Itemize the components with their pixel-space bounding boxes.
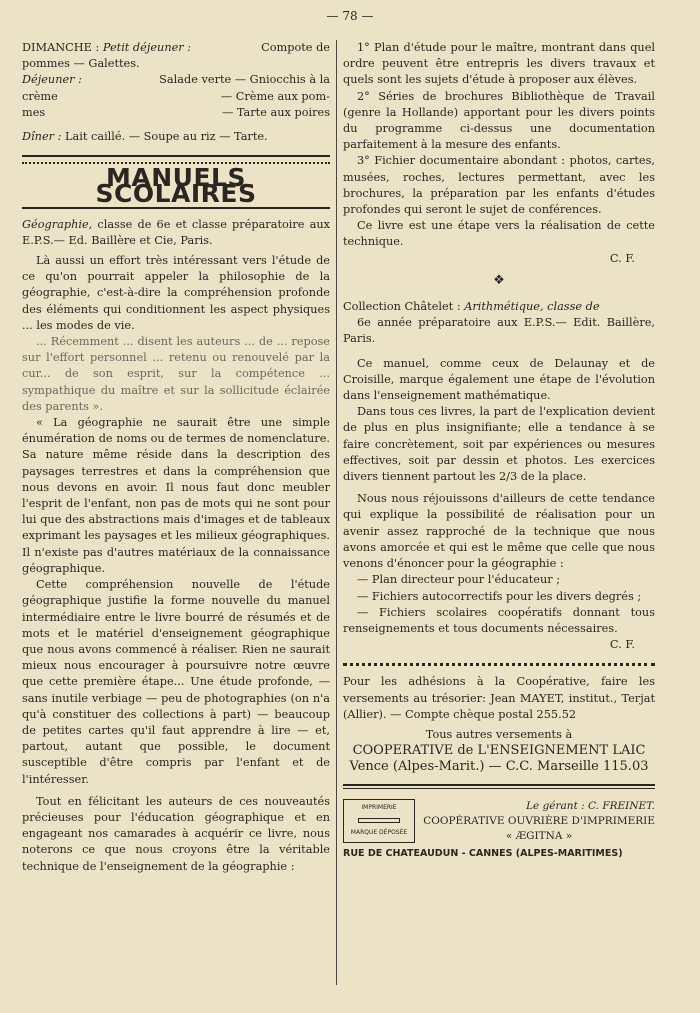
menu-line-5 <box>22 105 330 121</box>
dejeuner-text: Salade verte — Gniocchis à la <box>159 73 330 87</box>
collection-name: Collection Châtelet : <box>343 300 465 314</box>
dejeuner-mes: mes <box>22 105 46 119</box>
manager: Le gérant : C. FREINET. <box>526 799 655 812</box>
right-column <box>343 40 655 862</box>
column-divider <box>336 40 337 985</box>
menu-line-1 <box>22 40 330 56</box>
membership-note: Pour les adhésions à la Coopérative, faire les versements au trésorier: Jean MAYET, institut., Terjat (Allier). — Compte chèque postal 255.52 <box>343 675 655 721</box>
printer-logo <box>343 799 415 843</box>
menu-line-2: pommes — Galettes. <box>22 57 140 71</box>
book-reference <box>22 217 330 249</box>
paragraph: Dans tous ces livres, la part de l'explication devient de plus en plus insignifiante; elle a tendance à se faire concrètement, soit par expériences ou mesures effectives, soit par dessin et photos. Les exercices divers tiennent partout les 2/3 de la place. <box>343 405 655 484</box>
paragraph: 2° Séries de brochures Bibliothèque de Travail (genre la Hollande) apportant pour les divers points du programme ci-dessus une documentation parfaitement à la mesure des enfants. <box>343 89 655 152</box>
coop-address: Vence (Alpes-Marit.) — C.C. Marseille 115.03 <box>349 759 649 775</box>
printer-name: COOPÉRATIVE OUVRIÈRE D'IMPRIMERIE <box>423 814 655 827</box>
dimanche-label: DIMANCHE : <box>22 41 100 54</box>
dotted-separator <box>343 663 655 666</box>
paragraph: Ce manuel, comme ceux de Delaunay et de Croisille, marque également une étape de l'évolution dans l'enseignement mathématique. <box>343 356 655 403</box>
diner-label: Dîner : <box>22 130 62 144</box>
petit-dej-label: Petit déjeuner : <box>102 41 192 54</box>
logo-bottom-text: MARQUE DÉPOSÉE <box>350 829 408 837</box>
paragraph: Ce livre est une étape vers la réalisation de cette technique. <box>343 219 655 249</box>
ornament-icon: ❖ <box>493 272 505 288</box>
petit-dej-text: Compote de <box>261 41 330 54</box>
collection-reference <box>343 299 655 315</box>
page-number: — 78 — <box>326 9 374 23</box>
signature: C. F. <box>609 251 635 265</box>
imprint-text <box>423 799 655 844</box>
list-item: — Fichiers scolaires coopératifs donnant tous renseignements et tous documents nécessaires. <box>343 605 655 635</box>
collection-details: 6e année préparatoire aux E.P.S.— Edit. Baillère, Paris. <box>343 316 655 346</box>
printer-brand: « ÆGITNA » <box>505 829 573 842</box>
section-header <box>22 155 330 208</box>
printer-address: RUE DE CHATEAUDUN - CANNES (ALPES-MARITIMES) <box>343 847 623 859</box>
paragraph: Là aussi un effort très intéressant vers l'étude de ce qu'on pourrait appeler la philosophie de la géographie, c'est-à-dire la compréhension profonde des éléments qui conditionnent les aspect physiques ... les modes de vie. <box>22 254 330 332</box>
menu-line-4 <box>22 89 330 105</box>
dejeuner-creme: crème <box>22 89 58 103</box>
book-title: Géographie, <box>22 217 93 231</box>
paragraph: Nous nous réjouissons d'ailleurs de cette tendance qui explique la possibilité de réalisation pour un avenir assez rapproché de la technique que nous avons amorcée et qui est le même que celle que nous venons d'énoncer pour la géographie : <box>343 492 655 571</box>
footer-rule <box>343 784 655 789</box>
book-details: classe de 6e et classe préparatoire aux E.P.S.— Ed. Baillère et Cie, Paris. <box>22 217 330 247</box>
dejeuner-label: Déjeuner : <box>22 73 82 87</box>
diner-text: Lait caillé. — Soupe au riz — Tarte. <box>65 130 268 144</box>
dejeuner-pom: — Crème aux pom- <box>220 89 330 103</box>
paragraph: 1° Plan d'étude pour le maître, montrant dans quel ordre peuvent être entrepris les divers travaux et quels sont les sujets d'étude à proposer aux élèves. <box>343 41 655 87</box>
imprint <box>343 799 655 844</box>
list-item: — Plan directeur pour l'éducateur ; <box>357 573 561 587</box>
list-item: — Fichiers autocorrectifs pour les divers degrés ; <box>357 589 642 603</box>
paragraph: Cette compréhension nouvelle de l'étude géographique justifie la forme nouvelle du manuel intermédiaire entre le livre bourré de résumés et de mots et le matériel d'enseignement géographique que nous avons commencé à réaliser. Rien ne saurait mieux nous encourager à poursuivre notre œuvre que cette première étape... Une étude profonde, — sans inutile verbiage — peu de photographies (on n'a qu'à constituer des collections à part) — beaucoup de petites cartes qu'il faut apprendre à lire — et, partout, autant que possible, le document susceptible d'être compris par l'enfant et de l'intéresser. <box>22 578 330 786</box>
logo-top-text: IMPRIMERIE <box>361 803 397 811</box>
left-column <box>22 40 330 875</box>
other-payments: Tous autres versements à <box>425 727 573 741</box>
coop-name: COOPERATIVE de L'ENSEIGNEMENT LAIC <box>352 743 646 759</box>
collection-title: Arithmétique, classe de <box>464 300 600 314</box>
menu-line-3 <box>22 72 330 88</box>
paragraph: Tout en félicitant les auteurs de ces nouveautés précieuses pour l'éducation géographique et en engageant nos camarades à acquérir ce livre, nous noterons ce que nous croyons être la véritable technique de l'enseignement de la géographie : <box>22 794 330 873</box>
menu-line-6 <box>22 129 330 145</box>
signature: C. F. <box>609 638 635 652</box>
paragraph-smudged: ... Récemment ... disent les auteurs ... de ... repose sur l'effort personnel ... retenu ou renouvelé par la cur... de son esprit, sur la compétence ... sympathique du maître et sur la sollicitude éclairée des parents ». <box>22 335 330 413</box>
paragraph: « La géographie ne saurait être une simple énumération de noms ou de termes de nomenclature. Sa nature même réside dans la description des paysages terrestres et dans la compréhension que nous devons en avoir. Il nous faut donc meubler l'esprit de l'enfant, non pas de mots qui ne sont pour lui que des abstractions mais d'images et de tableaux exprimant les paysages et les milieux géographiques. Il n'existe pas d'autres matériaux de la connaissance géographique. <box>22 416 330 575</box>
paragraph: 3° Fichier documentaire abondant : photos, cartes, musées, roches, lectures permettant, avec les brochures, la préparation par les enfants d'études profondes qui seront le sujet de conférences. <box>343 154 655 217</box>
dejeuner-tarte: — Tarte aux poires <box>222 105 330 119</box>
press-icon <box>358 818 400 824</box>
section-title: MANUELS SCOLAIRES <box>95 163 257 209</box>
menu-block <box>22 40 330 145</box>
